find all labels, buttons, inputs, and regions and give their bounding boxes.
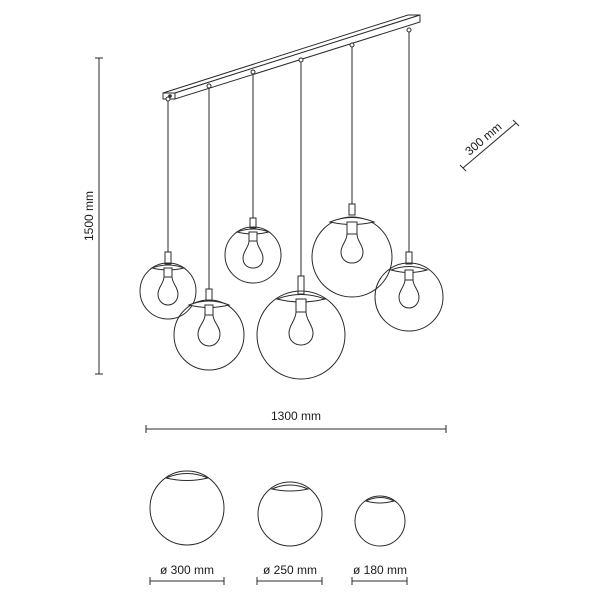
globe-size-300-label: ø 300 mm — [159, 563, 215, 577]
globe-size-180-label: ø 180 mm — [352, 563, 408, 577]
width-dimension — [146, 409, 446, 433]
pendant-globe-1 — [140, 97, 196, 319]
pendant-globe-3 — [225, 70, 281, 283]
globe-size-250-label: ø 250 mm — [262, 563, 318, 577]
globe-size-180 — [352, 496, 407, 585]
globe-size-300 — [150, 471, 224, 585]
pendant-globe-2 — [174, 84, 244, 370]
depth-dimension — [460, 120, 519, 171]
globe-size-250 — [257, 482, 322, 585]
pendant-globe-4 — [257, 58, 345, 379]
ceiling-bar — [163, 15, 420, 99]
depth-dimension-label: 300 mm — [462, 119, 505, 159]
width-dimension-label: 1300 mm — [270, 409, 322, 423]
pendant-globe-6 — [375, 28, 443, 331]
height-dimension — [82, 58, 103, 374]
pendant-globe-5 — [312, 43, 392, 297]
height-dimension-label: 1500 mm — [82, 190, 96, 242]
